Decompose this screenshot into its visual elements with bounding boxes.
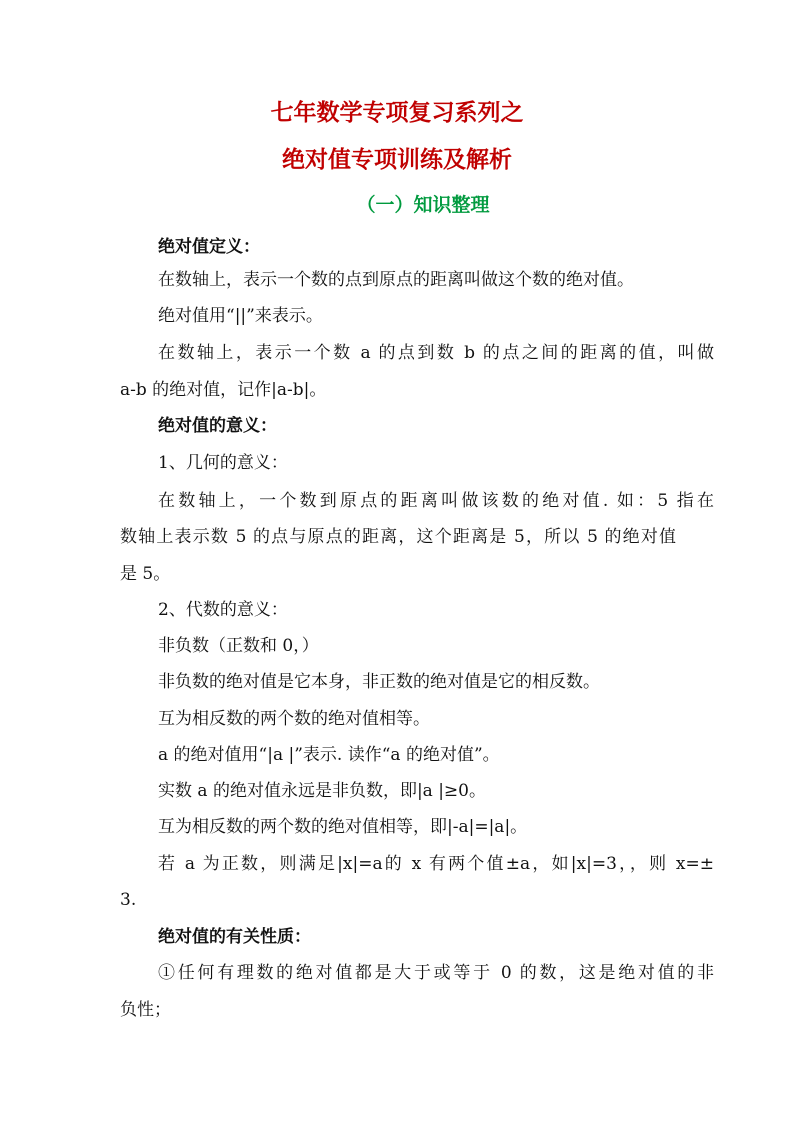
paragraph-line: 若 a 为正数，则满足|x|=a的 x 有两个值±a，如|x|=3，，则 x=± [158, 854, 714, 874]
paragraph-line: 非负数的绝对值是它本身，非正数的绝对值是它的相反数。 [158, 672, 600, 692]
paragraph-line: ①任何有理数的绝对值都是大于或等于 0 的数，这是绝对值的非 [158, 963, 714, 983]
paragraph-line: a-b 的绝对值，记作|a-b|。 [120, 380, 327, 400]
subheading-definition: 绝对值定义： [158, 237, 260, 257]
subheading-meaning: 绝对值的意义： [158, 416, 277, 436]
section-heading: （一）知识整理 [356, 194, 490, 216]
paragraph-line: 在数轴上，表示一个数 a 的点到数 b 的点之间的距离的值，叫做 [158, 343, 714, 363]
paragraph-line: 在数轴上，表示一个数的点到原点的距离叫做这个数的绝对值。 [158, 270, 634, 290]
paragraph-line: 绝对值用“||”来表示。 [158, 306, 323, 326]
paragraph-line: 互为相反数的两个数的绝对值相等，即|-a|=|a|。 [158, 817, 528, 837]
paragraph-line: 1、几何的意义： [158, 453, 288, 473]
paragraph-line: a 的绝对值用“|a |”表示. 读作“a 的绝对值”。 [158, 745, 500, 765]
paragraph-line: 负性； [120, 1000, 171, 1020]
paragraph-line: 互为相反数的两个数的绝对值相等。 [158, 709, 430, 729]
paragraph-line: 数轴上表示数 5 的点与原点的距离，这个距离是 5，所以 5 的绝对值 [120, 527, 676, 547]
subheading-properties: 绝对值的有关性质： [158, 927, 311, 947]
paragraph-line: 3. [120, 890, 137, 910]
document-title-line-2: 绝对值专项训练及解析 [282, 146, 512, 173]
paragraph-line: 实数 a 的绝对值永远是非负数，即|a |≥0。 [158, 781, 486, 801]
paragraph-line: 是 5。 [120, 564, 171, 584]
paragraph-line: 在数轴上，一个数到原点的距离叫做该数的绝对值. 如：5 指在 [158, 491, 714, 511]
paragraph-line: 2、代数的意义： [158, 600, 288, 620]
paragraph-line: 非负数（正数和 0，） [158, 636, 319, 656]
document-title-line-1: 七年数学专项复习系列之 [270, 99, 524, 126]
